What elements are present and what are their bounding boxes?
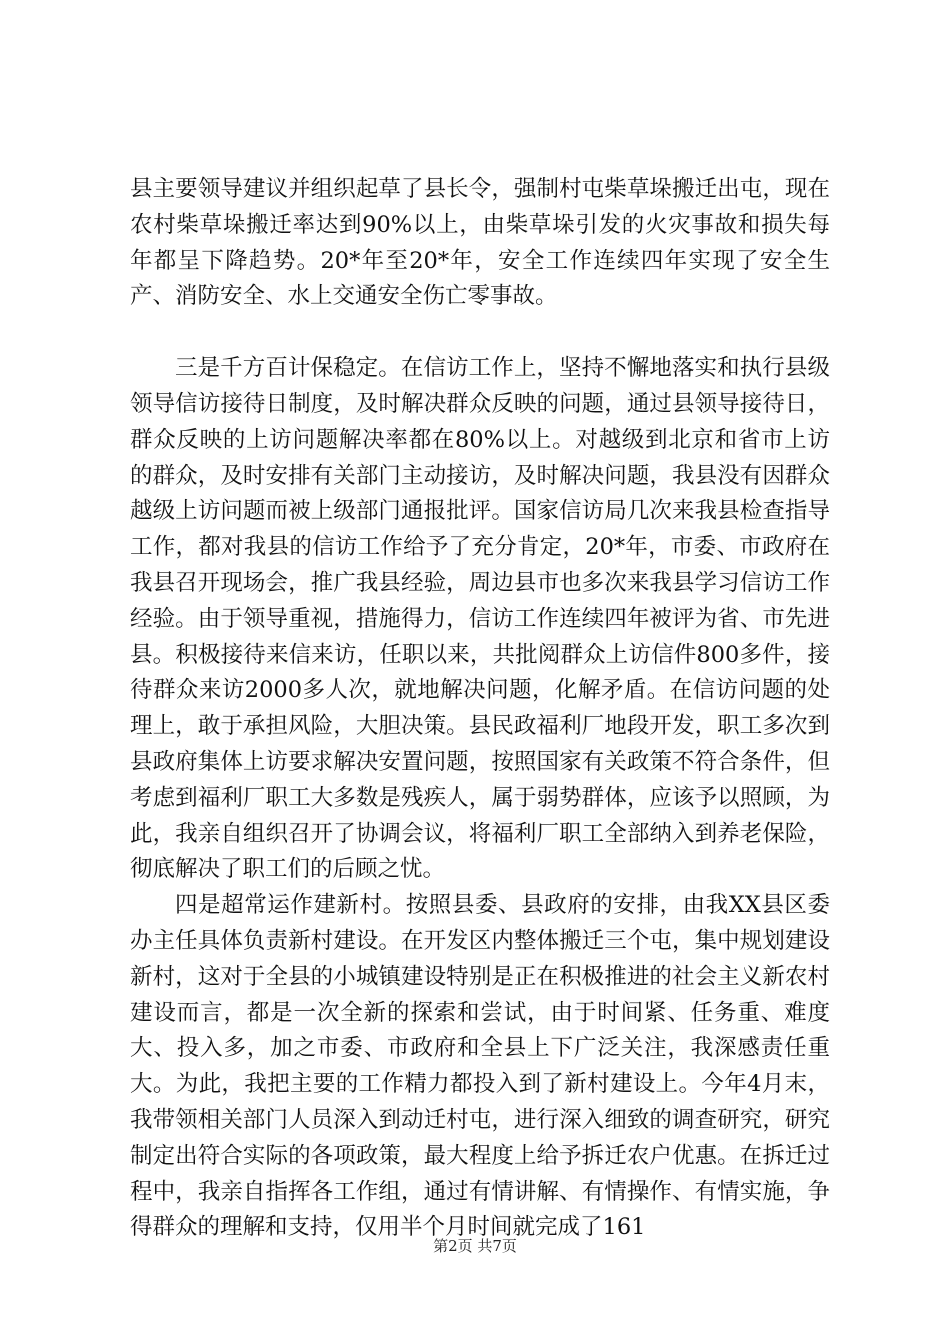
- document-body: [130, 172, 830, 1246]
- page-number-footer: 第2页 共7页: [433, 1237, 517, 1255]
- paragraph-continued: 县主要领导建议并组织起草了县长令，强制村屯柴草垛搬迁出屯，现在农村柴草垛搬迁率达到90%以上，由柴草垛引发的火灾事故和损失每年都呈下降趋势。20*年至20*年，安全工作连续四年实现了安全生产、消防安全、水上交通安全伤亡零事故。: [130, 176, 830, 310]
- paragraph-stability: 三是千方百计保稳定。在信访工作上，坚持不懈地落实和执行县级领导信访接待日制度，及时解决群众反映的问题，通过县领导接待日，群众反映的上访问题解决率都在80%以上。对越级到北京和省市上访的群众，及时安排有关部门主动接访，及时解决问题，我县没有因群众越级上访问题而被上级部门通报批评。国家信访局几次来我县检查指导工作，都对我县的信访工作给予了充分肯定，20*年，市委、市政府在我县召开现场会，推广我县经验，周边县市也多次来我县学习信访工作经验。由于领导重视，措施得力，信访工作连续四年被评为省、市先进县。积极接待来信来访，任职以来，共批阅群众上访信件800多件，接待群众来访2000多人次，就地解决问题，化解矛盾。在信访问题的处理上，敢于承担风险，大胆决策。县民政福利厂地段开发，职工多次到县政府集体上访要求解决安置问题，按照国家有关政策不符合条件，但考虑到福利厂职工大多数是残疾人，属于弱势群体，应该予以照顾，为此，我亲自组织召开了协调会议，将福利厂职工全部纳入到养老保险，彻底解决了职工们的后顾之忧。: [130, 355, 830, 883]
- paragraph-new-village: 四是超常运作建新村。按照县委、县政府的安排，由我XX县区委办主任具体负责新村建设。在开发区内整体搬迁三个屯，集中规划建设新村，这对于全县的小城镇建设特别是正在积极推进的社会主义新农村建设而言，都是一次全新的探索和尝试，由于时间紧、任务重、难度大、投入多，加之市委、市政府和全县上下广泛关注，我深感责任重大。为此，我把主要的工作精力都投入到了新村建设上。今年4月末，我带领相关部门人员深入到动迁村屯，进行深入细致的调查研究，研究制定出符合实际的各项政策，最大程度上给予拆迁农户优惠。在拆迁过程中，我亲自指挥各工作组，通过有情讲解、有情操作、有情实施，争得群众的理解和支持，仅用半个月时间就完成了161: [130, 892, 830, 1241]
